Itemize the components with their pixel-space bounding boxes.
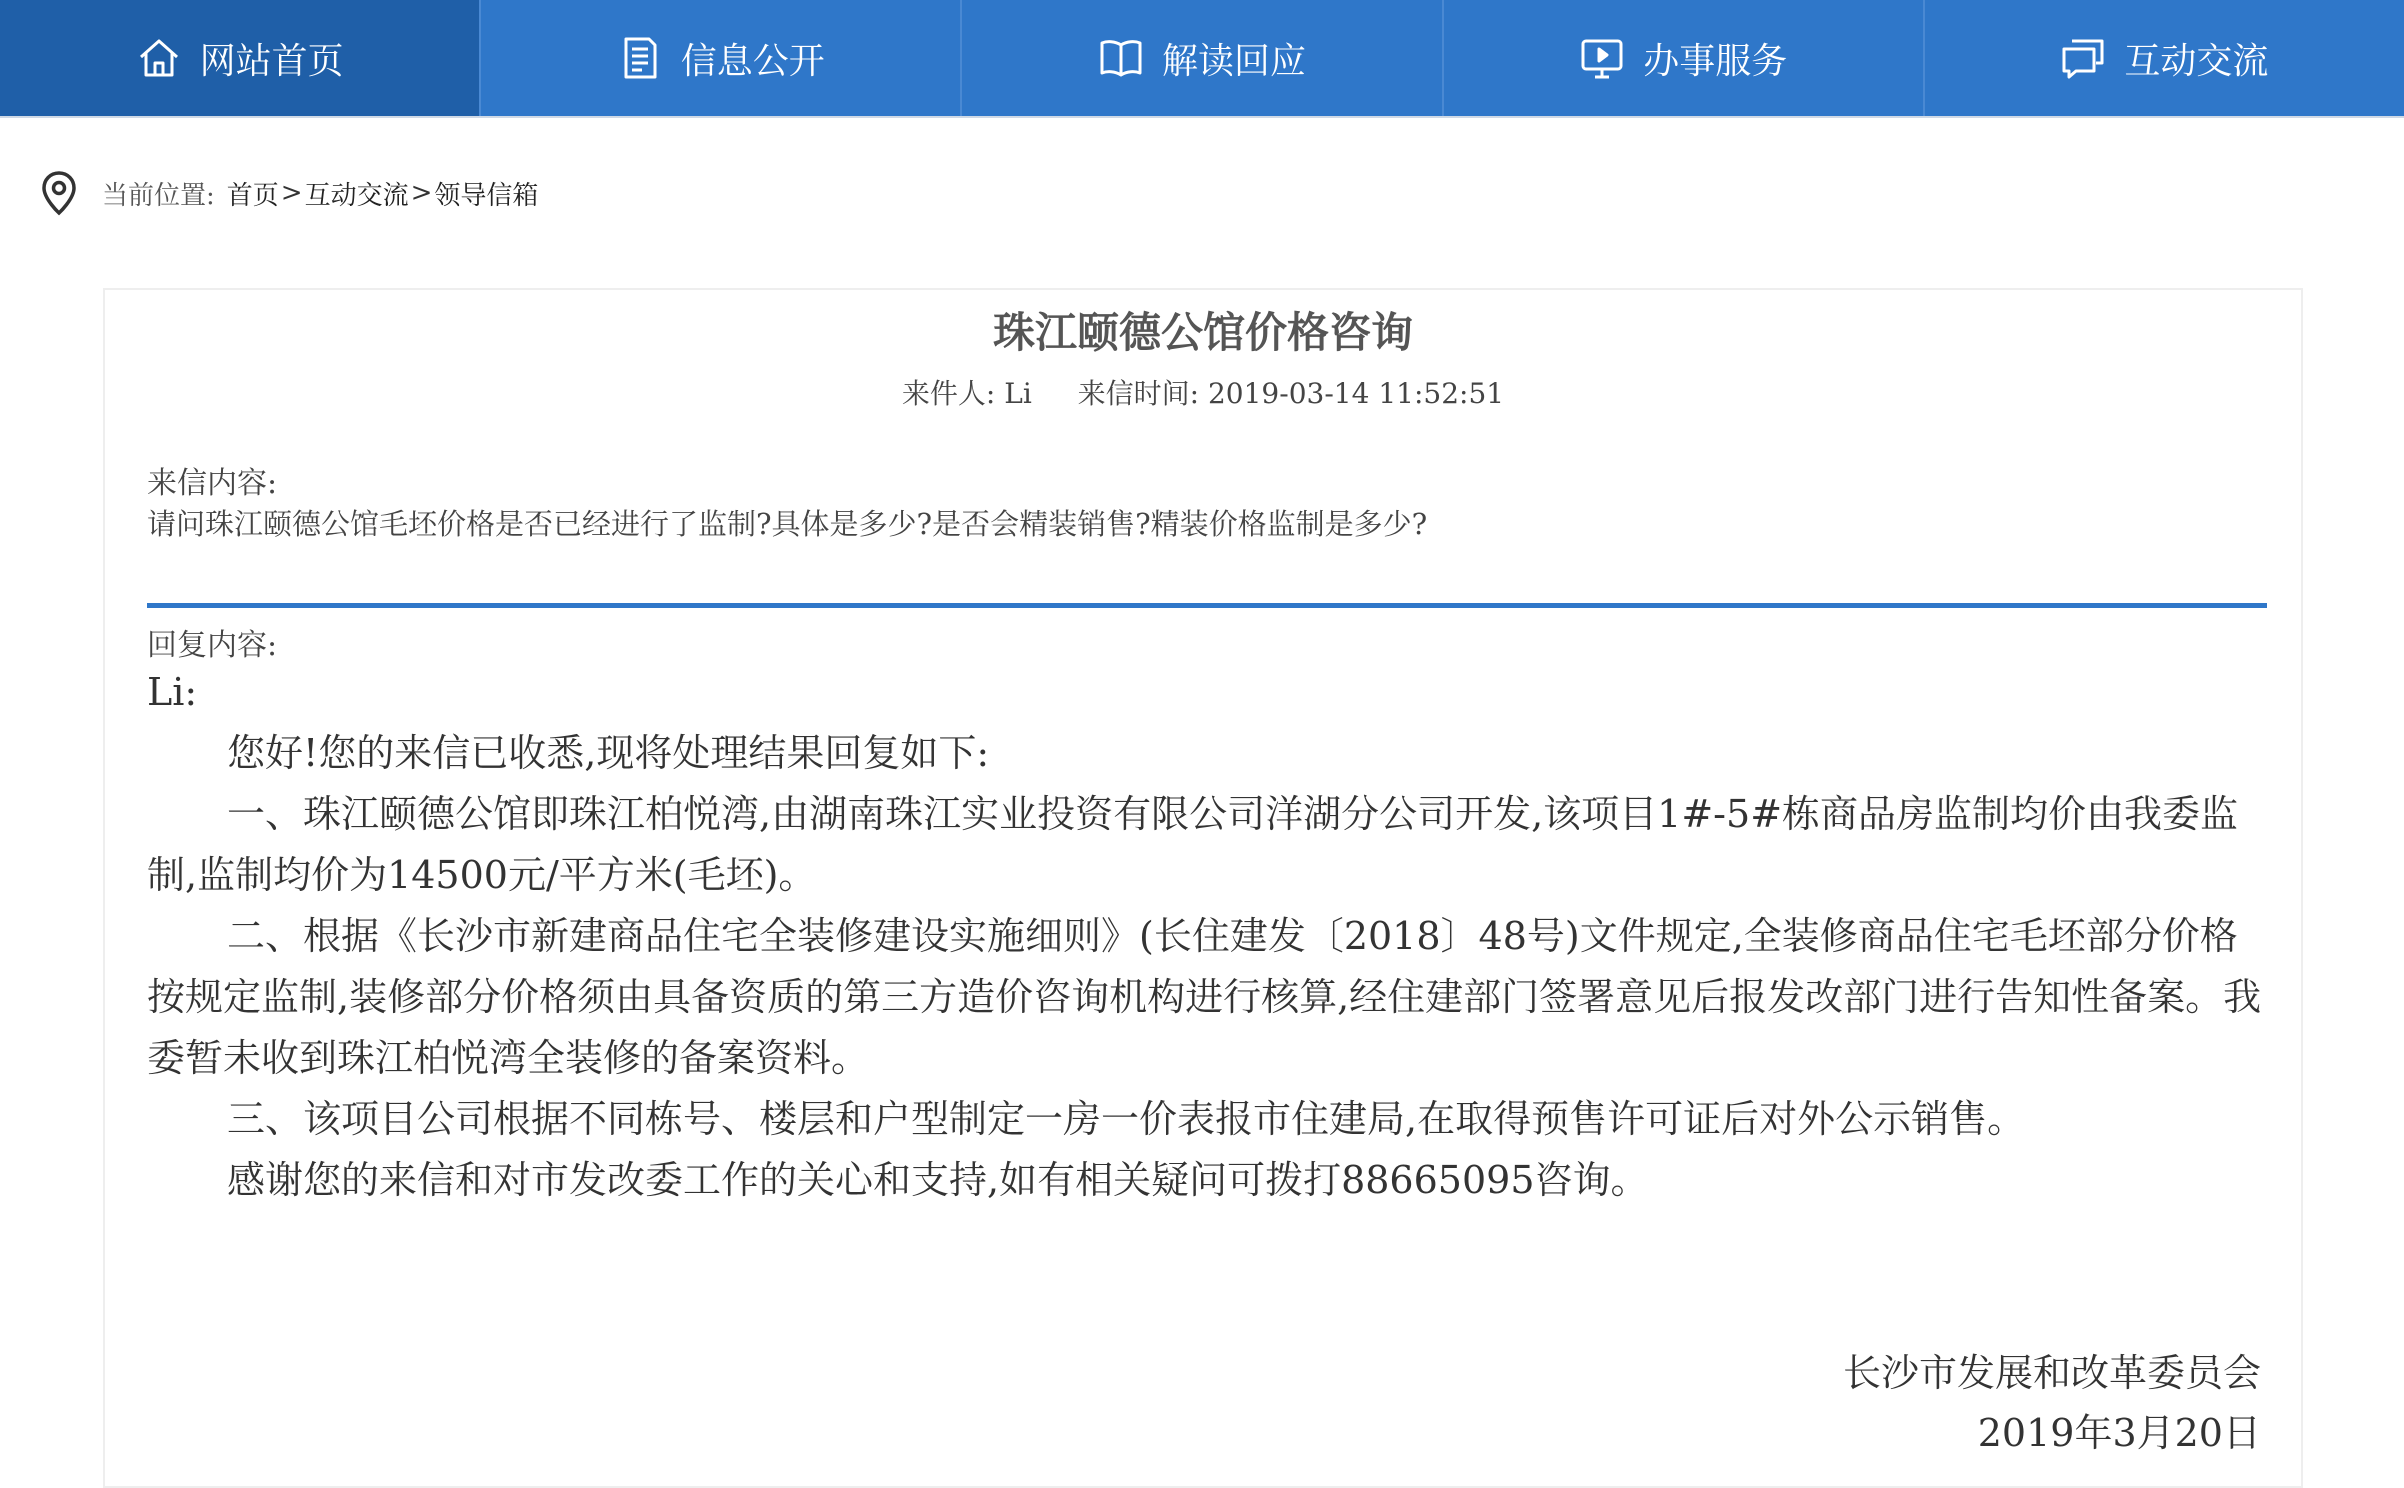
breadcrumb-separator: > — [410, 178, 433, 208]
letter-meta — [105, 372, 2301, 412]
reply-paragraph: 感谢您的来信和对市发改委工作的关心和支持,如有相关疑问可拨打88665095咨询。 — [227, 1158, 1649, 1202]
breadcrumb-link-leader-mailbox[interactable]: 领导信箱 — [434, 180, 539, 211]
nav-item-interpretation[interactable] — [962, 0, 1443, 116]
reply-salutation: Li: — [147, 670, 198, 714]
top-navigation — [0, 0, 2404, 118]
letter-content: 请问珠江颐德公馆毛坯价格是否已经进行了监制?具体是多少?是否会精装销售?精装价格监制是多少? — [147, 507, 1428, 541]
nav-item-services[interactable] — [1444, 0, 1925, 116]
reply-paragraph: 二、根据《长沙市新建商品住宅全装修建设实施细则》(长住建发〔2018〕48号)文件规定,全装修商品住宅毛坯部分价格按规定监制,装修部分价格须由具备资质的第三方造价咨询机构进行核算,经住建部门签署意见后报发改部门进行告知性备案。我委暂未收到珠江柏悦湾全装修的备案资料。 — [147, 914, 2262, 1080]
reply-body — [147, 662, 2267, 1211]
nav-item-label: 信息公开 — [680, 40, 825, 82]
sender-label: 来件人: — [901, 377, 996, 410]
chat-icon — [2060, 35, 2106, 81]
breadcrumb-prefix: 当前位置: — [102, 180, 215, 211]
sender-name: Li — [1004, 377, 1032, 410]
reply-paragraph: 一、珠江颐德公馆即珠江柏悦湾,由湖南珠江实业投资有限公司洋湖分公司开发,该项目1#-5#栋商品房监制均价由我委监制,监制均价为14500元/平方米(毛坯)。 — [147, 792, 2239, 897]
location-pin-icon — [40, 170, 78, 216]
monitor-icon — [1579, 35, 1625, 81]
breadcrumb-link-interaction[interactable]: 互动交流 — [304, 180, 409, 211]
nav-item-info-disclosure[interactable] — [481, 0, 962, 116]
nav-item-interaction[interactable] — [1925, 0, 2404, 116]
reply-paragraph: 您好!您的来信已收悉,现将处理结果回复如下: — [227, 731, 990, 775]
reply-signature: 长沙市发展和改革委员会 — [1842, 1351, 2261, 1395]
letter-article — [103, 288, 2303, 1488]
breadcrumb-separator: > — [280, 178, 303, 208]
letter-content-label: 来信内容: — [147, 466, 278, 501]
document-icon — [617, 35, 663, 81]
time-label: 来信时间: — [1077, 377, 1200, 410]
nav-item-label: 办事服务 — [1643, 40, 1788, 82]
nav-item-label: 解读回应 — [1162, 40, 1307, 82]
nav-item-label: 网站首页 — [199, 40, 344, 82]
reply-content-label: 回复内容: — [147, 628, 278, 663]
nav-item-home[interactable] — [0, 0, 481, 116]
page-title: 珠江颐德公馆价格咨询 — [992, 308, 1413, 357]
book-icon — [1098, 35, 1144, 81]
breadcrumb — [40, 168, 538, 218]
letter-time: 2019-03-14 11:52:51 — [1207, 377, 1505, 410]
home-icon — [136, 35, 182, 81]
reply-date: 2019年3月20日 — [1977, 1411, 2261, 1455]
section-divider — [147, 603, 2267, 608]
nav-item-label: 互动交流 — [2124, 40, 2269, 82]
breadcrumb-link-home[interactable]: 首页 — [226, 180, 279, 211]
reply-paragraph: 三、该项目公司根据不同栋号、楼层和户型制定一房一价表报市住建局,在取得预售许可证后对外公示销售。 — [227, 1097, 2026, 1141]
